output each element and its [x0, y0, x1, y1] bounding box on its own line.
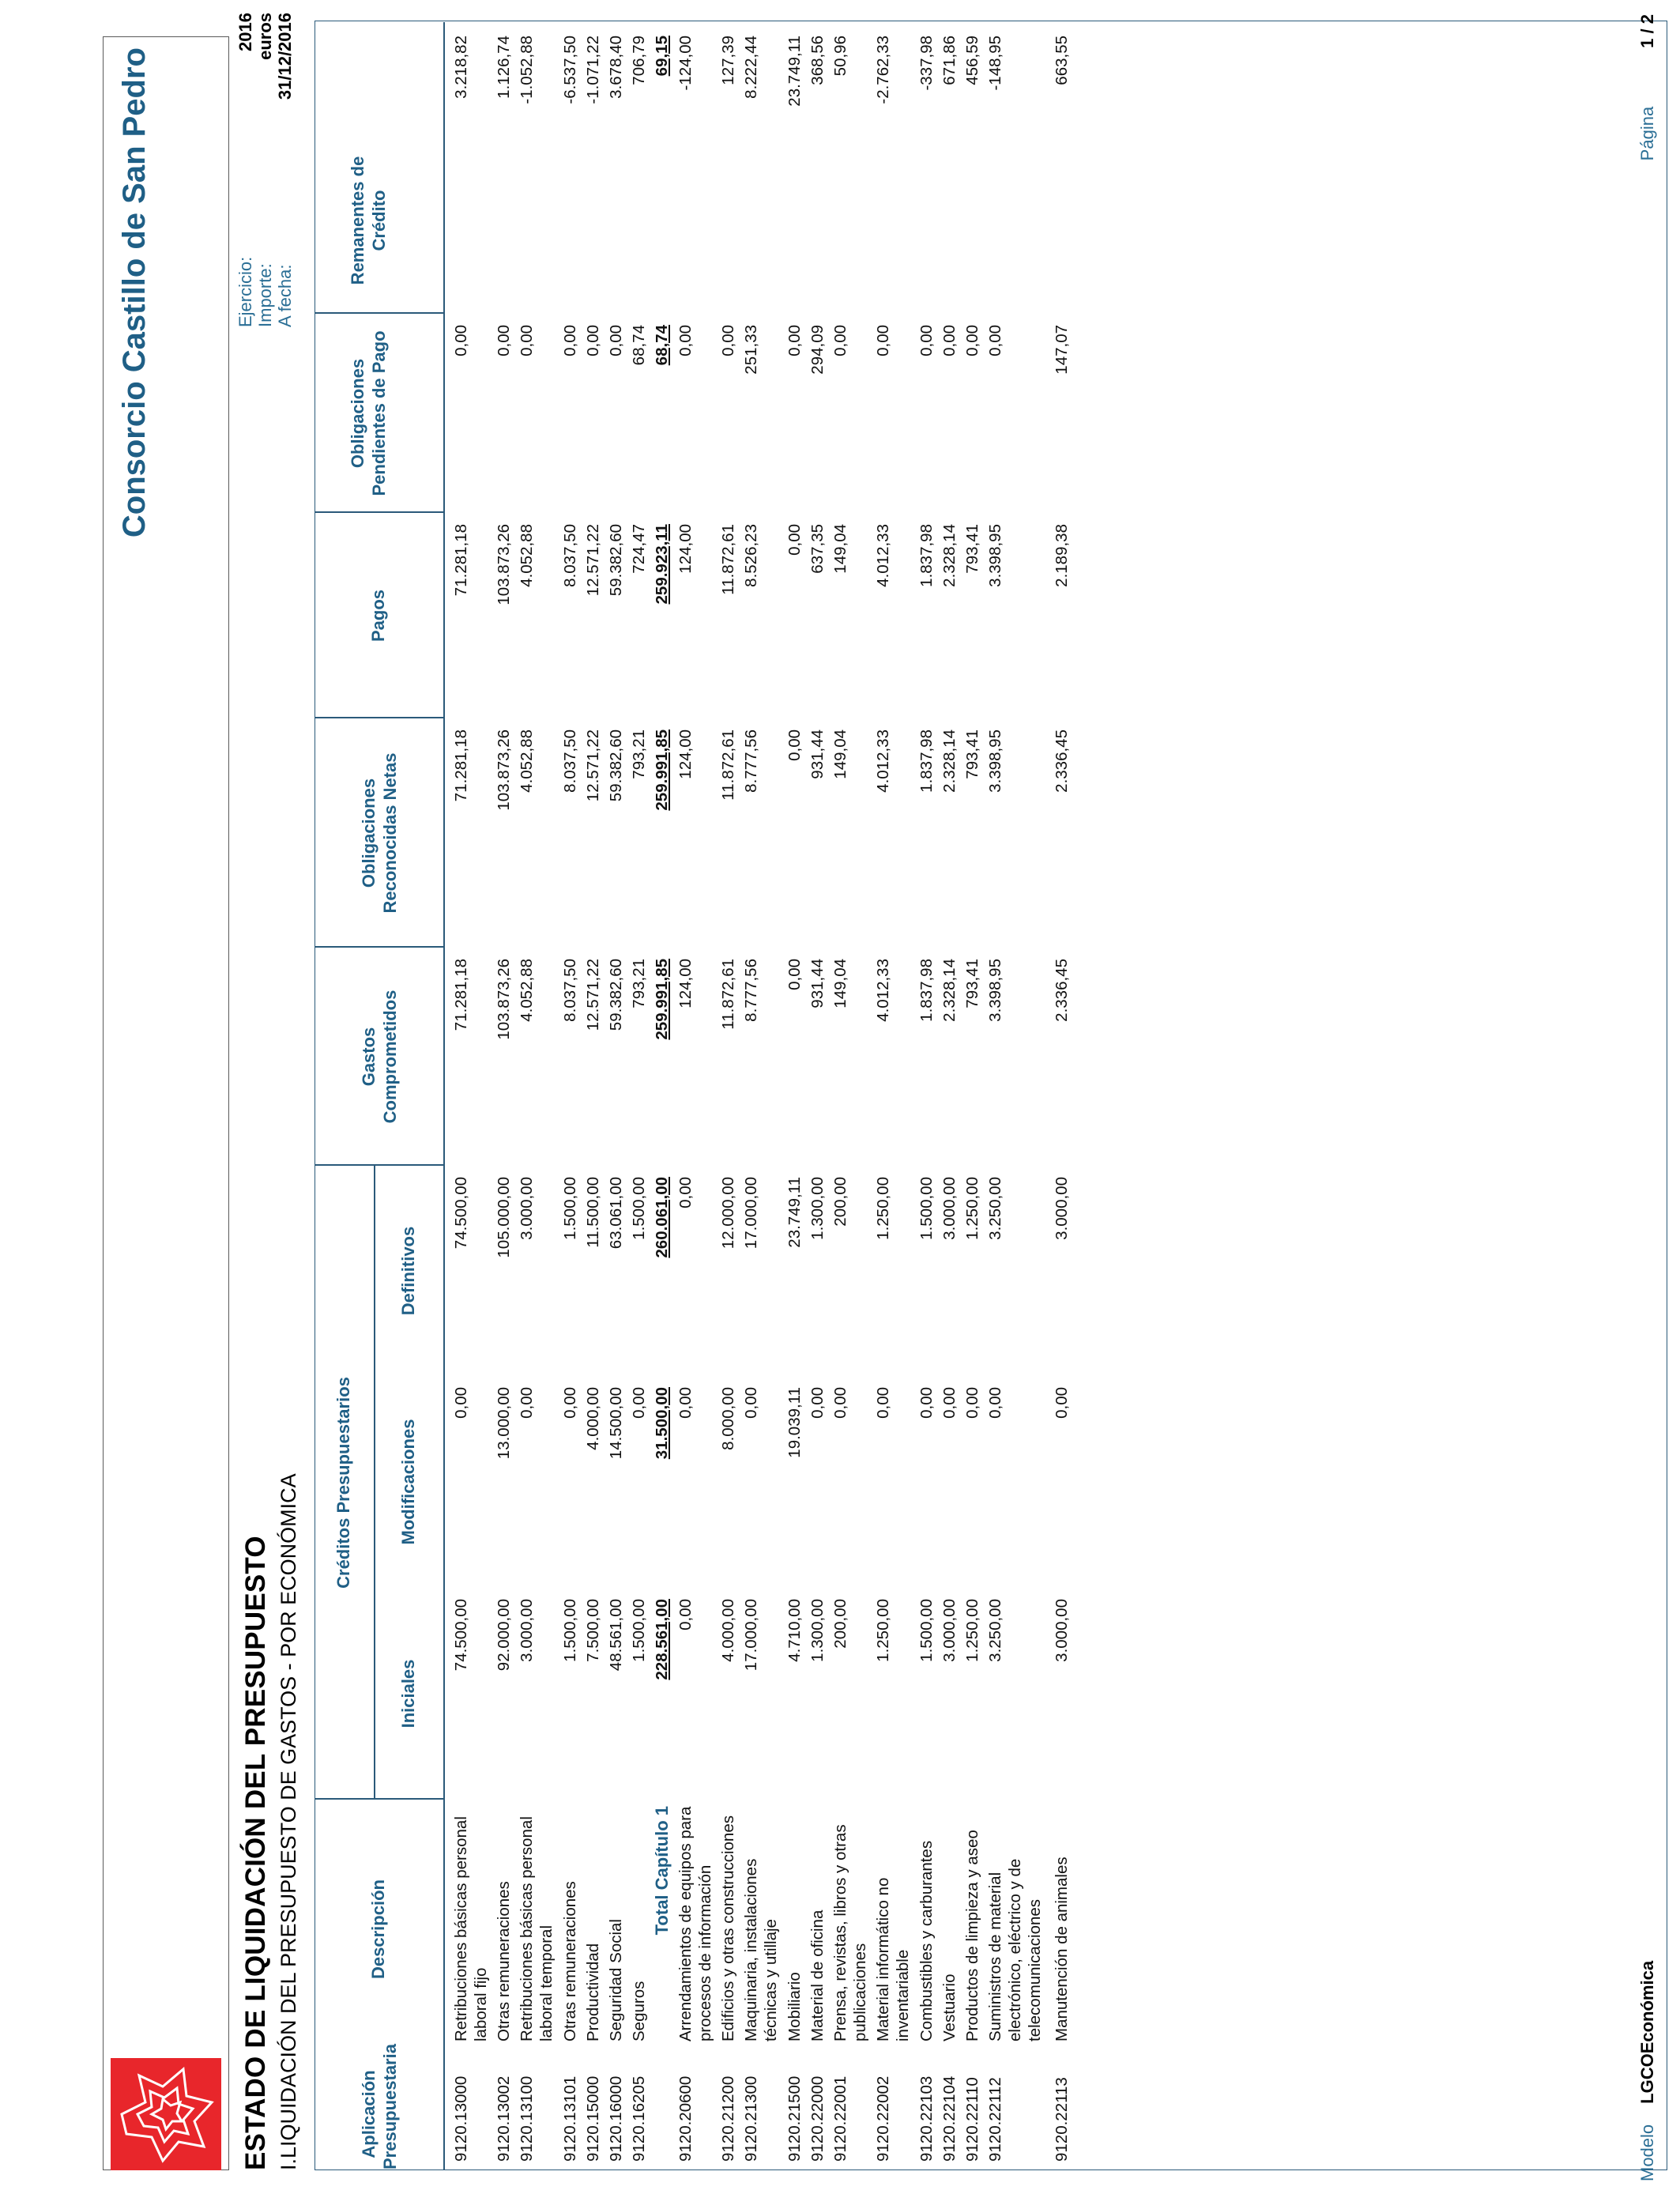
cell-ini: 1.500,00: [917, 1599, 936, 1662]
cell-rem: -2.762,33: [874, 36, 892, 104]
cell-opp: 0,00: [963, 325, 981, 356]
cell-ini: 4.710,00: [785, 1599, 804, 1662]
cell-mod: 0,00: [963, 1387, 981, 1419]
cell-rem: 3.218,82: [452, 36, 470, 99]
cell-desc: Maquinaria, instalaciones técnicas y utillaje: [742, 1858, 780, 2041]
cell-ini: 1.250,00: [874, 1599, 892, 1662]
cell-mod: 0,00: [452, 1387, 470, 1419]
col-header-aplicacion: Aplicación Presupuestaria: [359, 2044, 400, 2169]
col-header-descripcion: Descripción: [368, 1879, 388, 1979]
cell-rem: 456,59: [963, 36, 981, 85]
cell-ini: 200,00: [831, 1599, 849, 1649]
cell-def: 1.500,00: [630, 1177, 648, 1240]
cell-gc: 2.336,45: [1053, 959, 1071, 1022]
cell-rem: -124,00: [676, 36, 695, 91]
cell-ini: 7.500,00: [584, 1599, 602, 1662]
cell-def: 3.000,00: [518, 1177, 536, 1240]
cell-rem: 1.126,74: [495, 36, 513, 99]
cell-rem: -1.052,88: [518, 36, 536, 104]
cell-orn: 103.873,26: [495, 729, 513, 811]
cell-orn: 124,00: [676, 729, 695, 779]
cell-pag: 12.571,22: [584, 524, 602, 597]
cell-orn: 12.571,22: [584, 729, 602, 802]
cell-gc: 59.382,60: [607, 959, 625, 1031]
cell-rem: 23.749,11: [785, 36, 804, 107]
cell-mod: 4.000,00: [584, 1387, 602, 1450]
cell-gc: 4.052,88: [518, 959, 536, 1022]
cell-mod: 0,00: [986, 1387, 1004, 1419]
cell-code: 9120.21500: [785, 2075, 804, 2162]
cell-rem: -1.071,22: [584, 36, 602, 104]
cell-opp: 0,00: [940, 325, 959, 356]
cell-desc: Arrendamientos de equipos para procesos de información: [676, 1806, 714, 2041]
cell-ini: 3.250,00: [986, 1599, 1004, 1662]
cell-pag: 8.037,50: [561, 524, 579, 587]
castle-star-icon: [111, 2058, 221, 2170]
cell-desc: Retribuciones básicas personal laboral temporal: [518, 1816, 556, 2041]
cell-pag: 1.837,98: [917, 524, 936, 587]
cell-def: 1.500,00: [561, 1177, 579, 1240]
report-meta-labels: [235, 257, 295, 327]
cell-pag: 4.012,33: [874, 524, 892, 587]
cell-pag: 3.398,95: [986, 524, 1004, 587]
cell-gc: 2.328,14: [940, 959, 959, 1022]
cell-def: 1.500,00: [917, 1177, 936, 1240]
cell-orn: 71.281,18: [452, 729, 470, 802]
cell-desc: Prensa, revistas, libros y otras publicaciones: [831, 1824, 869, 2041]
cell-def: 23.749,11: [785, 1177, 804, 1248]
cell-desc: Edificios y otras construcciones: [719, 1815, 737, 2041]
cell-ini: 1.500,00: [630, 1599, 648, 1662]
cell-gc: 8.777,56: [742, 959, 760, 1022]
cell-orn: 149,04: [831, 729, 849, 779]
cell-desc: Material informático no inventariable: [874, 1877, 912, 2041]
budget-table: [315, 21, 1667, 2170]
cell-code: 9120.15000: [584, 2075, 602, 2162]
report-meta-values: [235, 13, 295, 100]
cell-mod: 0,00: [940, 1387, 959, 1419]
total-cell-gc: 259.991,85: [653, 959, 671, 1040]
total-cell-opp: 68,74: [653, 325, 671, 366]
cell-pag: 8.526,23: [742, 524, 760, 587]
cell-orn: 4.012,33: [874, 729, 892, 793]
cell-pag: 149,04: [831, 524, 849, 574]
cell-rem: 50,96: [831, 36, 849, 77]
cell-orn: 1.837,98: [917, 729, 936, 793]
cell-opp: 0,00: [917, 325, 936, 356]
col-header-creditos: Créditos Presupuestarios: [333, 1377, 353, 1589]
cell-desc: Otras remuneraciones: [495, 1881, 513, 2041]
cell-gc: 0,00: [785, 959, 804, 990]
cell-code: 9120.21200: [719, 2075, 737, 2162]
cell-desc: Retribuciones básicas personal laboral fijo: [452, 1816, 490, 2041]
cell-pag: 11.872,61: [719, 524, 737, 595]
report-subtitle: I.LIQUIDACIÓN DEL PRESUPUESTO DE GASTOS - POR ECONÓMICA: [277, 1473, 300, 2170]
cell-orn: 8.777,56: [742, 729, 760, 793]
cell-rem: -337,98: [917, 36, 936, 91]
cell-ini: 92.000,00: [495, 1599, 513, 1672]
cell-def: 3.000,00: [1053, 1177, 1071, 1240]
col-rule: [315, 313, 443, 315]
cell-desc: Seguros: [630, 1981, 648, 2041]
cell-code: 9120.20600: [676, 2075, 695, 2162]
cell-mod: 8.000,00: [719, 1387, 737, 1450]
cell-gc: 793,41: [963, 959, 981, 1008]
cell-mod: 0,00: [874, 1387, 892, 1419]
total-cell-pag: 259.923,11: [653, 524, 671, 605]
cell-pag: 59.382,60: [607, 524, 625, 597]
cell-def: 1.300,00: [808, 1177, 827, 1240]
cell-gc: 103.873,26: [495, 959, 513, 1040]
cell-def: 11.500,00: [584, 1177, 602, 1248]
cell-rem: 663,55: [1053, 36, 1071, 85]
cell-opp: 0,00: [986, 325, 1004, 356]
cell-def: 0,00: [676, 1177, 695, 1208]
cell-desc: Productividad: [584, 1943, 602, 2041]
cell-gc: 12.571,22: [584, 959, 602, 1031]
cell-pag: 124,00: [676, 524, 695, 574]
cell-gc: 149,04: [831, 959, 849, 1008]
cell-ini: 1.300,00: [808, 1599, 827, 1662]
cell-opp: 251,33: [742, 325, 760, 375]
cell-def: 200,00: [831, 1177, 849, 1227]
modelo-label: Modelo: [1637, 2124, 1657, 2181]
cell-def: 74.500,00: [452, 1177, 470, 1250]
footer-model: [1637, 1961, 1658, 2181]
total-cell-def: 260.061,00: [653, 1177, 671, 1258]
total-cell-orn: 259.991,85: [653, 729, 671, 811]
cell-orn: 8.037,50: [561, 729, 579, 793]
cell-gc: 4.012,33: [874, 959, 892, 1022]
cell-desc: Seguridad Social: [607, 1919, 625, 2041]
cell-rem: 706,79: [630, 36, 648, 85]
cell-opp: 0,00: [584, 325, 602, 356]
cell-code: 9120.13101: [561, 2075, 579, 2162]
cell-code: 9120.13002: [495, 2075, 513, 2162]
col-header-pendientes: Obligaciones Pendientes de Pago: [348, 330, 389, 496]
cell-pag: 724,47: [630, 524, 648, 574]
cell-ini: 1.500,00: [561, 1599, 579, 1662]
cell-desc: Productos de limpieza y aseo: [963, 1830, 981, 2041]
cell-code: 9120.16205: [630, 2075, 648, 2162]
cell-rem: 127,39: [719, 36, 737, 85]
cell-orn: 0,00: [785, 729, 804, 761]
cell-orn: 4.052,88: [518, 729, 536, 793]
cell-code: 9120.22104: [940, 2075, 959, 2162]
cell-def: 12.000,00: [719, 1177, 737, 1250]
cell-desc: Material de oficina: [808, 1909, 827, 2041]
fecha-label: A fecha:: [275, 264, 295, 327]
cell-opp: 0,00: [452, 325, 470, 356]
ejercicio-label: Ejercicio:: [235, 256, 255, 327]
cell-mod: 14.500,00: [607, 1387, 625, 1460]
ejercicio-value: 2016: [235, 13, 255, 51]
header-bottom-rule: [443, 22, 445, 2169]
cell-ini: 3.000,00: [1053, 1599, 1071, 1662]
footer-page: [1637, 14, 1658, 160]
pagina-label: Página: [1637, 106, 1657, 161]
col-header-obligaciones: Obligaciones Reconocidas Netas: [359, 752, 400, 914]
cell-opp: 68,74: [630, 325, 648, 366]
cell-gc: 793,21: [630, 959, 648, 1008]
cell-code: 9120.21300: [742, 2075, 760, 2162]
cell-ini: 3.000,00: [940, 1599, 959, 1662]
cell-rem: 368,56: [808, 36, 827, 85]
cell-orn: 793,41: [963, 729, 981, 779]
cell-mod: 13.000,00: [495, 1387, 513, 1460]
cell-code: 9120.22002: [874, 2075, 892, 2162]
cell-rem: 671,86: [940, 36, 959, 85]
col-header-pagos: Pagos: [368, 589, 388, 643]
cell-pag: 103.873,26: [495, 524, 513, 605]
cell-orn: 2.336,45: [1053, 729, 1071, 793]
cell-opp: 147,07: [1053, 325, 1071, 375]
cell-orn: 2.328,14: [940, 729, 959, 793]
cell-code: 9120.22103: [917, 2075, 936, 2162]
cell-mod: 0,00: [917, 1387, 936, 1419]
cell-def: 1.250,00: [963, 1177, 981, 1240]
cell-rem: 3.678,40: [607, 36, 625, 99]
organization-name: Consorcio Castillo de San Pedro: [117, 47, 152, 538]
cell-def: 17.000,00: [742, 1177, 760, 1250]
pagina-value: 1 / 2: [1637, 14, 1657, 48]
cell-opp: 294,09: [808, 325, 827, 375]
cell-orn: 931,44: [808, 729, 827, 779]
cell-desc: Manutención de animales: [1053, 1857, 1071, 2041]
cell-opp: 0,00: [785, 325, 804, 356]
total-cell-desc: Total Capítulo 1: [652, 1806, 672, 1936]
cell-ini: 48.561,00: [607, 1599, 625, 1672]
cell-rem: -6.537,50: [561, 36, 579, 104]
cell-code: 9120.22110: [963, 2077, 981, 2162]
cell-ini: 1.250,00: [963, 1599, 981, 1662]
cell-code: 9120.13100: [518, 2075, 536, 2162]
cell-opp: 0,00: [831, 325, 849, 356]
cell-def: 63.061,00: [607, 1177, 625, 1250]
total-cell-ini: 228.561,00: [653, 1599, 671, 1680]
fecha-value: 31/12/2016: [275, 13, 295, 100]
cell-opp: 0,00: [676, 325, 695, 356]
cell-mod: 0,00: [742, 1387, 760, 1419]
cell-opp: 0,00: [561, 325, 579, 356]
cell-rem: -148,95: [986, 36, 1004, 91]
cell-desc: Mobiliario: [785, 1972, 804, 2041]
total-cell-mod: 31.500,00: [653, 1387, 671, 1460]
cell-gc: 3.398,95: [986, 959, 1004, 1022]
cell-opp: 0,00: [607, 325, 625, 356]
importe-value: euros: [255, 13, 275, 60]
cell-mod: 0,00: [676, 1387, 695, 1419]
cell-rem: 8.222,44: [742, 36, 760, 99]
cell-pag: 637,35: [808, 524, 827, 574]
cell-gc: 71.281,18: [452, 959, 470, 1031]
col-header-definitivos: Definitivos: [398, 1226, 418, 1316]
cell-def: 3.250,00: [986, 1177, 1004, 1240]
cell-pag: 4.052,88: [518, 524, 536, 587]
cell-gc: 1.837,98: [917, 959, 936, 1022]
cell-opp: 0,00: [874, 325, 892, 356]
cell-pag: 2.328,14: [940, 524, 959, 587]
col-rule: [315, 947, 443, 948]
cell-gc: 8.037,50: [561, 959, 579, 1022]
cell-code: 9120.13000: [452, 2075, 470, 2162]
cell-mod: 0,00: [630, 1387, 648, 1419]
col-header-gastos: Gastos Comprometidos: [359, 990, 400, 1124]
cell-code: 9120.16000: [607, 2075, 625, 2162]
cell-ini: 0,00: [676, 1599, 695, 1630]
cell-ini: 3.000,00: [518, 1599, 536, 1662]
cell-orn: 793,21: [630, 729, 648, 779]
cell-code: 9120.22112: [986, 2077, 1004, 2162]
cell-desc: Vestuario: [940, 1973, 959, 2041]
cell-desc: Suministros de material electrónico, eléctrico y de telecomunicaciones: [986, 1858, 1044, 2041]
cell-gc: 931,44: [808, 959, 827, 1008]
cell-mod: 0,00: [831, 1387, 849, 1419]
cell-pag: 793,41: [963, 524, 981, 574]
cell-desc: Combustibles y carburantes: [917, 1840, 936, 2041]
cell-orn: 3.398,95: [986, 729, 1004, 793]
cell-pag: 0,00: [785, 524, 804, 556]
cell-code: 9120.22113: [1053, 2077, 1071, 2162]
cell-mod: 19.039,11: [785, 1387, 804, 1458]
cell-mod: 0,00: [808, 1387, 827, 1419]
cell-gc: 11.872,61: [719, 959, 737, 1030]
col-header-modificaciones: Modificaciones: [398, 1419, 418, 1545]
cell-orn: 11.872,61: [719, 729, 737, 801]
importe-label: Importe:: [255, 263, 275, 327]
total-cell-rem: 69,15: [653, 36, 671, 77]
cell-opp: 0,00: [719, 325, 737, 356]
cell-mod: 0,00: [1053, 1387, 1071, 1419]
cell-def: 1.250,00: [874, 1177, 892, 1240]
group-header-rule: [374, 1166, 375, 1800]
cell-mod: 0,00: [518, 1387, 536, 1419]
cell-opp: 0,00: [495, 325, 513, 356]
cell-orn: 59.382,60: [607, 729, 625, 802]
cell-ini: 17.000,00: [742, 1599, 760, 1672]
cell-pag: 71.281,18: [452, 524, 470, 597]
cell-opp: 0,00: [518, 325, 536, 356]
report-title: ESTADO DE LIQUIDACIÓN DEL PRESUPUESTO: [240, 1536, 271, 2170]
consortium-logo: [111, 2058, 221, 2170]
cell-gc: 124,00: [676, 959, 695, 1008]
modelo-value: LGCOEconómica: [1637, 1960, 1657, 2104]
cell-desc: Otras remuneraciones: [561, 1881, 579, 2041]
cell-ini: 74.500,00: [452, 1599, 470, 1672]
cell-pag: 2.189,38: [1053, 524, 1071, 587]
cell-def: 105.000,00: [495, 1177, 513, 1258]
cell-ini: 4.000,00: [719, 1599, 737, 1662]
cell-mod: 0,00: [561, 1387, 579, 1419]
cell-code: 9120.22000: [808, 2075, 827, 2162]
col-header-iniciales: Iniciales: [398, 1659, 418, 1728]
cell-code: 9120.22001: [831, 2075, 849, 2162]
col-header-remanentes: Remanentes de Crédito: [348, 156, 389, 285]
cell-def: 3.000,00: [940, 1177, 959, 1240]
